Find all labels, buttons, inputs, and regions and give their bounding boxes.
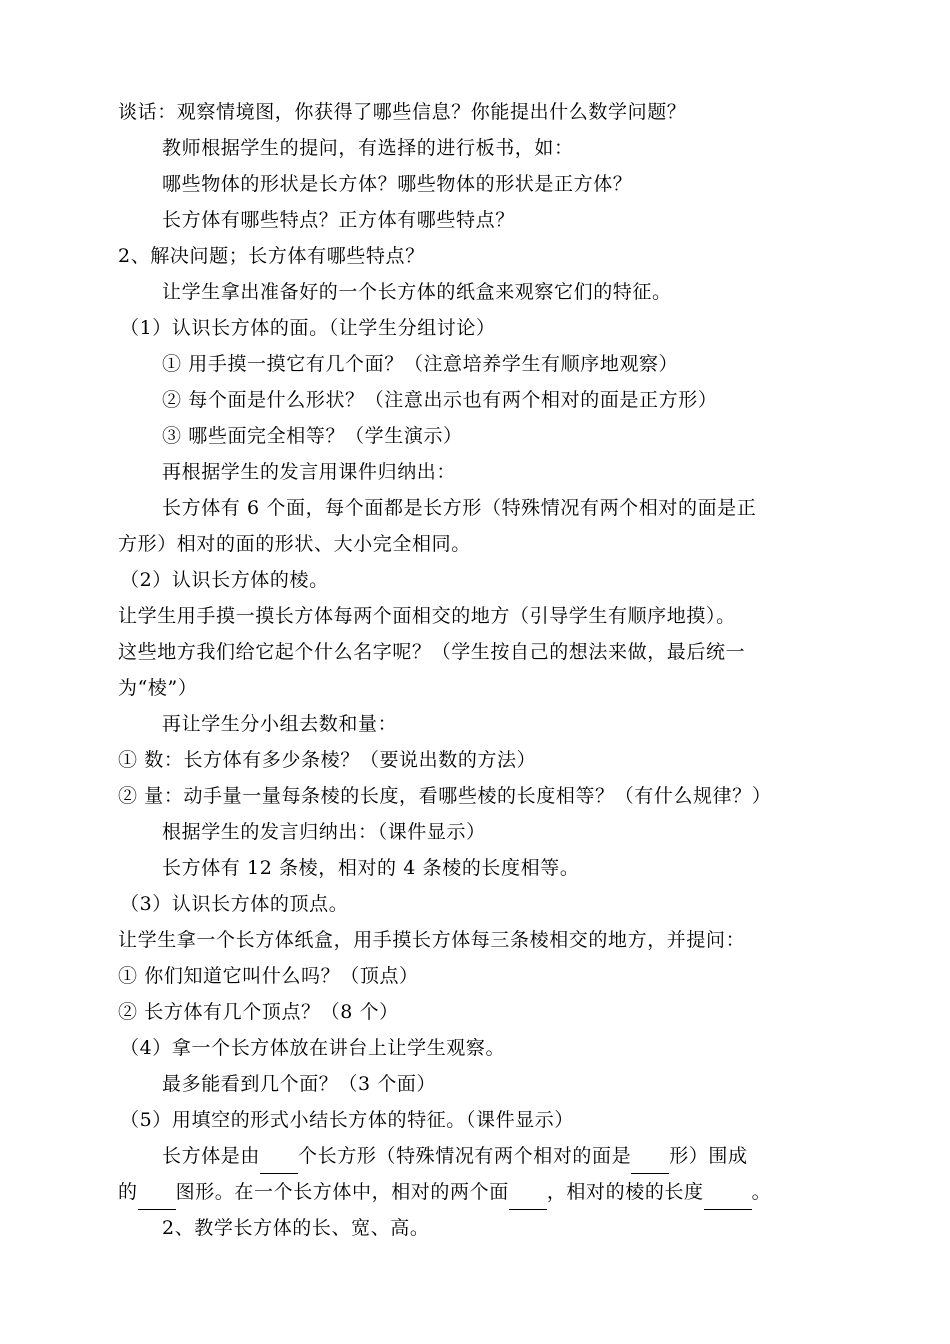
list-item: ② 每个面是什么形状？（注意出示也有两个相对的面是正方形） <box>162 389 718 411</box>
text-line: 再让学生分小组去数和量： <box>162 713 398 735</box>
list-item: ③ 哪些面完全相等？（学生演示） <box>162 425 463 447</box>
text-line: 方形）相对的面的形状、大小完全相同。 <box>118 533 471 555</box>
text-line: 让学生拿出准备好的一个长方体的纸盒来观察它们的特征。 <box>162 281 672 303</box>
fill-blank[interactable] <box>704 1187 752 1210</box>
fill-blank[interactable] <box>509 1187 547 1210</box>
fill-text: 图形。在一个长方体中，相对的两个面 <box>175 1181 509 1203</box>
fill-in-line <box>118 1174 838 1210</box>
subsection-heading: （4）拿一个长方体放在讲台上让学生观察。 <box>120 1037 506 1059</box>
text-line: 长方体有 12 条棱，相对的 4 条棱的长度相等。 <box>162 857 580 879</box>
subsection-heading: （1）认识长方体的面。（让学生分组讨论） <box>120 317 496 339</box>
list-item: ① 用手摸一摸它有几个面？（注意培养学生有顺序地观察） <box>162 353 679 375</box>
text-line: 长方体有 6 个面，每个面都是长方形（特殊情况有两个相对的面是正 <box>162 497 757 519</box>
list-item: ① 数：长方体有多少条棱？（要说出数的方法） <box>118 749 537 771</box>
text-line: 长方体有哪些特点？正方体有哪些特点？ <box>162 209 515 231</box>
text-line: 哪些物体的形状是长方体？哪些物体的形状是正方体？ <box>162 173 633 195</box>
fill-text: 个长方形（特殊情况有两个相对的面是 <box>298 1145 632 1167</box>
list-item: ② 量：动手量一量每条棱的长度，看哪些棱的长度相等？（有什么规律？） <box>118 785 772 807</box>
subsection-heading: （2）认识长方体的棱。 <box>120 569 329 591</box>
fill-text: 。 <box>751 1181 772 1203</box>
fill-blank[interactable] <box>260 1151 298 1174</box>
document-page <box>118 94 838 1246</box>
section-heading: 2、解决问题；长方体有哪些特点？ <box>118 245 425 267</box>
text-line: 让学生拿一个长方体纸盒，用手摸长方体每三条棱相交的地方，并提问： <box>118 929 746 951</box>
fill-text: 形）围成 <box>669 1145 748 1167</box>
text-line: 再根据学生的发言用课件归纳出： <box>162 461 457 483</box>
text-line: 根据学生的发言归纳出：（课件显示） <box>162 821 486 843</box>
fill-blank[interactable] <box>631 1151 669 1174</box>
text-line: 为“棱”） <box>118 677 198 699</box>
list-item: ① 你们知道它叫什么吗？（顶点） <box>118 965 419 987</box>
list-item: ② 长方体有几个顶点？（8 个） <box>118 1001 399 1023</box>
text-line: 最多能看到几个面？（3 个面） <box>162 1073 437 1095</box>
text-line: 谈话：观察情境图，你获得了哪些信息？你能提出什么数学问题？ <box>118 101 687 123</box>
text-line: 教师根据学生的提问，有选择的进行板书，如： <box>162 137 574 159</box>
fill-blank[interactable] <box>138 1187 176 1210</box>
fill-text: ，相对的棱的长度 <box>546 1181 704 1203</box>
fill-text: 长方体是由 <box>162 1145 261 1167</box>
fill-text: 的 <box>118 1181 138 1203</box>
fill-in-line <box>118 1138 838 1174</box>
text-line: 让学生用手摸一摸长方体每两个面相交的地方（引导学生有顺序地摸）。 <box>118 605 736 627</box>
subsection-heading: （3）认识长方体的顶点。 <box>120 893 349 915</box>
subsection-heading: （5）用填空的形式小结长方体的特征。（课件显示） <box>120 1109 574 1131</box>
text-line: 这些地方我们给它起个什么名字呢？（学生按自己的想法来做，最后统一 <box>118 641 746 663</box>
section-heading: 2、教学长方体的长、宽、高。 <box>162 1217 430 1239</box>
